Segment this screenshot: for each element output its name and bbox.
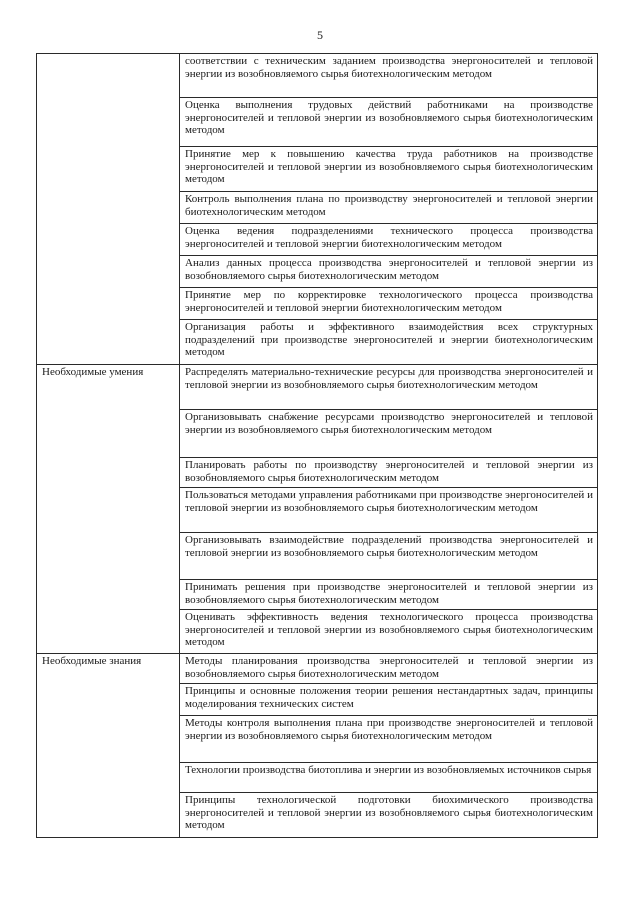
table-row — [37, 54, 598, 98]
table-cell: Оценка ведения подразделениями технического процесса производства энергоносителей и тепловой энергии биотехнологическим методом — [180, 224, 598, 256]
table-cell: Технологии производства биотоплива и энергии из возобновляемых источников сырья — [180, 763, 598, 793]
table-cell: Принципы и основные положения теории решения нестандартных задач, принципы моделирования технических систем — [180, 684, 598, 716]
table-cell: Принятие мер по корректировке технологического процесса производства энергоносителей и тепловой энергии биотехнологическим методом — [180, 288, 598, 320]
section-label: Необходимые умения — [37, 365, 180, 654]
table-cell: Пользоваться методами управления работниками при производстве энергоносителей и тепловой энергии из возобновляемого сырья биотехнологическим методом — [180, 488, 598, 533]
table-row — [37, 654, 598, 684]
page-number: 5 — [317, 28, 323, 42]
competency-table — [36, 53, 598, 838]
table-cell: Планировать работы по производству энергоносителей и тепловой энергии из возобновляемого сырья биотехнологическим методом — [180, 458, 598, 488]
table-cell: Принимать решения при производстве энергоносителей и тепловой энергии из возобновляемого сырья биотехнологическим методом — [180, 580, 598, 610]
table-cell: Принятие мер к повышению качества труда работников на производстве энергоносителей и тепловой энергии из возобновляемого сырья биотехнологическим методом — [180, 147, 598, 192]
table-cell: Организовывать снабжение ресурсами производство энергоносителей и тепловой энергии из возобновляемого сырья биотехнологическим методом — [180, 410, 598, 458]
table-cell: Оценка выполнения трудовых действий работниками на производстве энергоносителей и тепловой энергии из возобновляемого сырья биотехнологическим методом — [180, 98, 598, 147]
table-cell: Оценивать эффективность ведения технологического процесса производства энергоносителей и тепловой энергии из возобновляемого сырья биотехнологическим методом — [180, 610, 598, 654]
table-cell: Анализ данных процесса производства энергоносителей и тепловой энергии из возобновляемого сырья биотехнологическим методом — [180, 256, 598, 288]
table-row — [37, 365, 598, 410]
table-cell: Принципы технологической подготовки биохимического производства энергоносителей и тепловой энергии из возобновляемого сырья биотехнологическим методом — [180, 793, 598, 838]
section-label — [37, 54, 180, 365]
table-cell: Организовывать взаимодействие подразделений производства энергоносителей и тепловой энергии из возобновляемого сырья биотехнологическим методом — [180, 533, 598, 580]
table-cell: Организация работы и эффективного взаимодействия всех структурных подразделений при производстве энергоносителей и энергии биотехнологическим методом — [180, 320, 598, 365]
table-cell: Методы контроля выполнения плана при производстве энергоносителей и тепловой энергии из возобновляемого сырья биотехнологическим методом — [180, 716, 598, 763]
table-cell: соответствии с техническим заданием производства энергоносителей и тепловой энергии из возобновляемого сырья биотехнологическим методом — [180, 54, 598, 98]
table-cell: Методы планирования производства энергоносителей и тепловой энергии из возобновляемого сырья биотехнологическим методом — [180, 654, 598, 684]
table-cell: Распределять материально-технические ресурсы для производства энергоносителей и тепловой энергии из возобновляемого сырья биотехнологическим методом — [180, 365, 598, 410]
section-label: Необходимые знания — [37, 654, 180, 838]
table-cell: Контроль выполнения плана по производству энергоносителей и тепловой энергии биотехнологическим методом — [180, 192, 598, 224]
